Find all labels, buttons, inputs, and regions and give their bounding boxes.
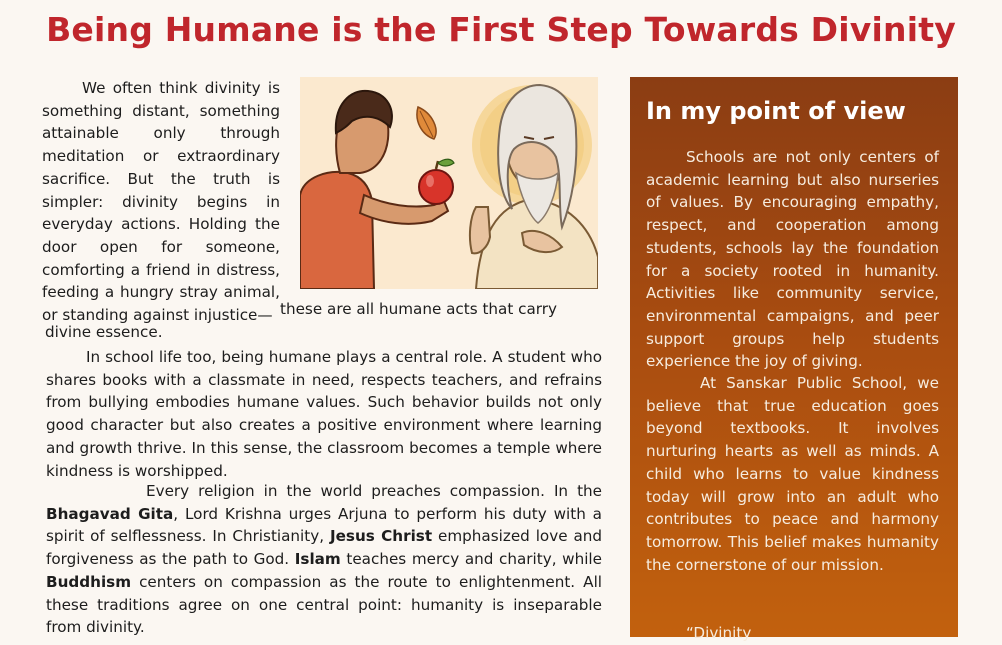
bhagavad-gita-term: Bhagavad Gita (46, 504, 174, 523)
article-p3-text-c: emphasized love and forgiveness as the path to God. (46, 527, 603, 569)
sidebar-p3-text: “Divinity (686, 624, 752, 642)
article-p1-end: divine essence. (45, 322, 163, 341)
sidebar-paragraph-1 (646, 146, 939, 373)
article-paragraph-1 (42, 77, 280, 327)
article-p2-text: In school life too, being humane plays a central role. A student who shares books with a classmate in need, respects teachers, and refrains from bullying embodies humane values. Such behavior builds not only good character but also creates a positive environment where learning and growth thrive. In this sense, the classroom becomes a temple where kindness is worshipped. (46, 348, 602, 480)
islam-term: Islam (294, 550, 341, 569)
article-p3-text-e: centers on compassion as the route to enlightenment. All these traditions agree on one central point: humanity is inseparable from divinity. (46, 572, 603, 637)
article-p1-text: We often think divinity is something distant, something attainable only through meditation or extraordinary sacrifice. But the truth is simpler: divinity begins in everyday actions. Holding the door open for someone, comforting a friend in distress, feeding a hungry stray animal, or standing against injustice— (42, 79, 280, 325)
page-title: Being Humane is the First Step Towards Divinity (46, 10, 956, 49)
illustration-art (300, 77, 598, 289)
sidebar-heading: In my point of view (646, 97, 906, 125)
article-p1-tail: these are all humane acts that carry (280, 300, 558, 318)
apple-icon (419, 159, 454, 204)
sidebar-p2-text: At Sanskar Public School, we believe that true education goes beyond textbooks. It involves nurturing hearts as well as minds. A child who learns to value kindness today will grow into an adult who contributes to peace and harmony tomorrow. This belief makes humanity the cornerstone of our mission. (646, 374, 939, 574)
article-p3-text-a: Every religion in the world preaches compassion. In the (146, 482, 602, 500)
jesus-christ-term: Jesus Christ (329, 527, 433, 546)
leaf-icon (417, 107, 436, 139)
article-paragraph-2 (46, 346, 602, 482)
sidebar-paragraph-3 (646, 622, 939, 645)
sidebar-paragraph-2 (646, 372, 939, 576)
article-p3-text-b: , Lord Krishna urges Arjuna to perform his duty with a spirit of selflessness. In Christianity, (46, 504, 602, 546)
point-of-view-sidebar (630, 77, 958, 642)
article-paragraph-3 (46, 480, 602, 639)
article-p3-text-d: teaches mercy and charity, while (346, 550, 602, 569)
illustration (300, 77, 598, 289)
sidebar-p1-text: Schools are not only centers of academic learning but also nurseries of values. By encouraging empathy, respect, and cooperation among students, schools lay the foundation for a society rooted in humanity. Activities like community service, environmental campaigns, and peer support groups help students experience the joy of giving. (646, 148, 939, 371)
buddhism-term: Buddhism (46, 572, 132, 591)
article-paragraph-1-continued (42, 298, 602, 343)
